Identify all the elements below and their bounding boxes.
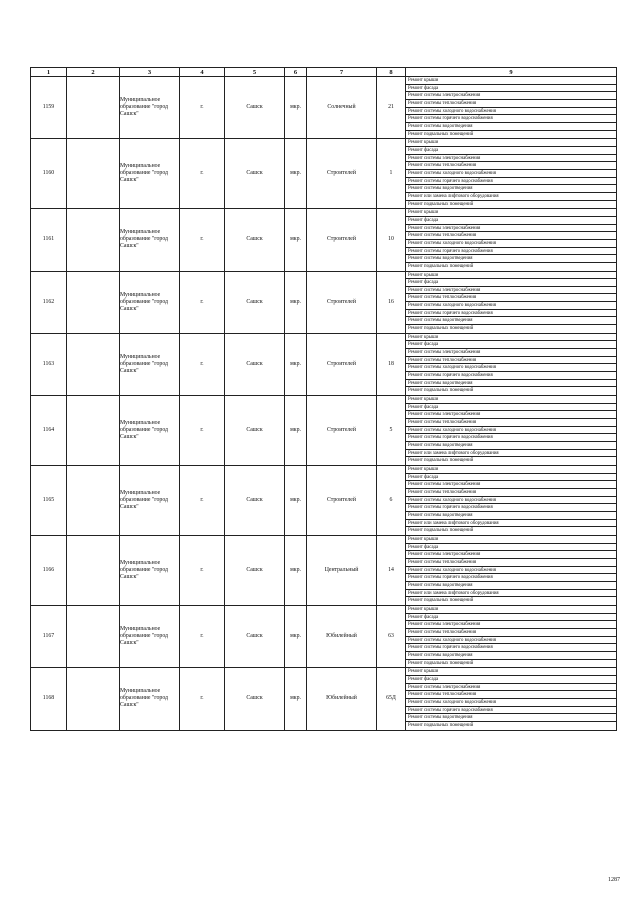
works-list: [406, 139, 617, 209]
street-name: Строителей: [307, 271, 377, 333]
municipality: Муниципальное образование "город Сашск": [120, 271, 180, 333]
work-item: Ремонт фасада: [406, 544, 616, 552]
work-item: Ремонт крыши: [406, 606, 616, 614]
locality-type: г.: [180, 77, 225, 139]
works-list: [406, 333, 617, 395]
work-item: Ремонт крыши: [406, 668, 616, 676]
column-header: 3: [120, 68, 180, 77]
work-item: Ремонт фасада: [406, 474, 616, 482]
work-item: Ремонт системы водоотведения: [406, 123, 616, 131]
column-header: 7: [307, 68, 377, 77]
work-item: Ремонт фасада: [406, 85, 616, 93]
work-item: Ремонт крыши: [406, 139, 616, 147]
house-number: 63: [377, 606, 406, 668]
work-item: Ремонт фасада: [406, 614, 616, 622]
street-type: мкр.: [285, 668, 307, 730]
row-number: 1165: [31, 466, 67, 536]
work-item: Ремонт крыши: [406, 466, 616, 474]
table-row: [31, 271, 617, 333]
work-item: Ремонт системы водоотведения: [406, 714, 616, 722]
table-row: [31, 139, 617, 209]
street-type: мкр.: [285, 77, 307, 139]
empty-cell: [67, 77, 120, 139]
work-item: Ремонт крыши: [406, 272, 616, 280]
work-item: Ремонт фасада: [406, 341, 616, 349]
work-item: Ремонт подвальных помещений: [408, 458, 474, 464]
work-item: Ремонт системы горячего водоснабжения: [406, 248, 616, 256]
work-item: Ремонт фасада: [406, 147, 616, 155]
works-list: [406, 536, 617, 606]
street-type: мкр.: [285, 333, 307, 395]
table-row: [31, 606, 617, 668]
table-row: [31, 536, 617, 606]
work-item: Ремонт системы водоотведения: [406, 185, 616, 193]
work-item: Ремонт системы электроснабжения: [406, 551, 616, 559]
street-name: Строителей: [307, 466, 377, 536]
work-item: Ремонт подвальных помещений: [408, 722, 474, 728]
work-item: Ремонт системы водоотведения: [406, 380, 616, 388]
work-item: Ремонт крыши: [406, 77, 616, 85]
work-item: Ремонт системы электроснабжения: [406, 155, 616, 163]
work-item: Ремонт системы теплоснабжения: [406, 419, 616, 427]
work-item: Ремонт системы горячего водоснабжения: [406, 574, 616, 582]
work-item: Ремонт системы холодного водоснабжения: [406, 699, 616, 707]
row-number: 1163: [31, 333, 67, 395]
column-header: 4: [180, 68, 225, 77]
work-item: Ремонт системы электроснабжения: [406, 287, 616, 295]
work-item: Ремонт системы электроснабжения: [406, 92, 616, 100]
locality-type: г.: [180, 333, 225, 395]
empty-cell: [67, 139, 120, 209]
row-number: 1168: [31, 668, 67, 730]
work-item: Ремонт крыши: [406, 396, 616, 404]
work-item: Ремонт или замена лифтового оборудования: [406, 590, 616, 598]
locality-type: г.: [180, 139, 225, 209]
city-name: Сашск: [225, 396, 285, 466]
work-item: Ремонт крыши: [406, 209, 616, 217]
city-name: Сашск: [225, 77, 285, 139]
work-item: Ремонт системы холодного водоснабжения: [406, 497, 616, 505]
street-type: мкр.: [285, 396, 307, 466]
work-item: Ремонт или замена лифтового оборудования: [406, 450, 616, 458]
work-item: Ремонт системы холодного водоснабжения: [406, 637, 616, 645]
work-item: Ремонт или замена лифтового оборудования: [406, 193, 616, 201]
street-type: мкр.: [285, 466, 307, 536]
empty-cell: [67, 466, 120, 536]
street-name: Центральный: [307, 536, 377, 606]
row-number: 1160: [31, 139, 67, 209]
street-type: мкр.: [285, 139, 307, 209]
house-number: 10: [377, 209, 406, 271]
work-item: Ремонт подвальных помещений: [408, 326, 474, 332]
street-name: Строителей: [307, 139, 377, 209]
street-type: мкр.: [285, 209, 307, 271]
street-name: Строителей: [307, 333, 377, 395]
work-item: Ремонт системы электроснабжения: [406, 481, 616, 489]
row-number: 1159: [31, 77, 67, 139]
works-list: [406, 77, 617, 139]
city-name: Сашск: [225, 536, 285, 606]
municipality: Муниципальное образование "город Сашск": [120, 606, 180, 668]
column-header: 1: [31, 68, 67, 77]
city-name: Сашск: [225, 271, 285, 333]
work-item: Ремонт системы электроснабжения: [406, 621, 616, 629]
work-item: Ремонт системы горячего водоснабжения: [406, 504, 616, 512]
work-item: Ремонт системы водоотведения: [406, 317, 616, 325]
work-item: Ремонт системы теплоснабжения: [406, 691, 616, 699]
empty-cell: [67, 209, 120, 271]
works-list: [406, 209, 617, 271]
work-item: Ремонт системы горячего водоснабжения: [406, 115, 616, 123]
column-header: 9: [406, 68, 617, 77]
work-item: Ремонт подвальных помещений: [408, 598, 474, 604]
street-type: мкр.: [285, 606, 307, 668]
work-item: Ремонт системы холодного водоснабжения: [406, 170, 616, 178]
locality-type: г.: [180, 466, 225, 536]
city-name: Сашск: [225, 209, 285, 271]
header-row: [31, 68, 617, 77]
work-item: Ремонт системы водоотведения: [406, 652, 616, 660]
table-row: [31, 209, 617, 271]
work-item: Ремонт системы холодного водоснабжения: [406, 108, 616, 116]
work-item: Ремонт системы горячего водоснабжения: [406, 434, 616, 442]
row-number: 1164: [31, 396, 67, 466]
works-list: [406, 668, 617, 730]
work-item: Ремонт системы холодного водоснабжения: [406, 427, 616, 435]
municipality: Муниципальное образование "город Сашск": [120, 139, 180, 209]
work-item: Ремонт системы горячего водоснабжения: [406, 707, 616, 715]
works-list: [406, 396, 617, 466]
city-name: Сашск: [225, 333, 285, 395]
work-item: Ремонт системы теплоснабжения: [406, 559, 616, 567]
work-item: Ремонт фасада: [406, 217, 616, 225]
work-item: Ремонт системы теплоснабжения: [406, 162, 616, 170]
work-item: Ремонт подвальных помещений: [408, 131, 474, 137]
row-number: 1166: [31, 536, 67, 606]
house-number: 5: [377, 396, 406, 466]
street-type: мкр.: [285, 536, 307, 606]
street-name: Солнечный: [307, 77, 377, 139]
empty-cell: [67, 396, 120, 466]
works-list: [406, 271, 617, 333]
work-item: Ремонт системы теплоснабжения: [406, 629, 616, 637]
work-item: Ремонт фасада: [406, 404, 616, 412]
work-item: Ремонт системы теплоснабжения: [406, 100, 616, 108]
work-item: Ремонт или замена лифтового оборудования: [406, 520, 616, 528]
municipality: Муниципальное образование "город Сашск": [120, 466, 180, 536]
work-item: Ремонт фасада: [406, 676, 616, 684]
column-header: 2: [67, 68, 120, 77]
page-number: 1287: [608, 877, 620, 883]
work-item: Ремонт крыши: [406, 536, 616, 544]
work-item: Ремонт системы холодного водоснабжения: [406, 302, 616, 310]
row-number: 1167: [31, 606, 67, 668]
locality-type: г.: [180, 209, 225, 271]
work-item: Ремонт системы электроснабжения: [406, 411, 616, 419]
work-item: Ремонт подвальных помещений: [408, 388, 474, 394]
street-name: Юбилейный: [307, 668, 377, 730]
work-item: Ремонт системы электроснабжения: [406, 225, 616, 233]
work-item: Ремонт крыши: [406, 334, 616, 342]
work-item: Ремонт системы холодного водоснабжения: [406, 567, 616, 575]
work-item: Ремонт системы водоотведения: [406, 442, 616, 450]
city-name: Сашск: [225, 668, 285, 730]
table-row: [31, 466, 617, 536]
work-item: Ремонт системы горячего водоснабжения: [406, 310, 616, 318]
work-item: Ремонт системы горячего водоснабжения: [406, 372, 616, 380]
table-row: [31, 333, 617, 395]
city-name: Сашск: [225, 466, 285, 536]
work-item: Ремонт системы водоотведения: [406, 255, 616, 263]
work-item: Ремонт системы горячего водоснабжения: [406, 178, 616, 186]
house-number: 16: [377, 271, 406, 333]
municipality: Муниципальное образование "город Сашск": [120, 209, 180, 271]
work-item: Ремонт системы горячего водоснабжения: [406, 644, 616, 652]
locality-type: г.: [180, 396, 225, 466]
street-name: Юбилейный: [307, 606, 377, 668]
work-item: Ремонт фасада: [406, 279, 616, 287]
empty-cell: [67, 606, 120, 668]
table-row: [31, 668, 617, 730]
house-number: 65Д: [377, 668, 406, 730]
locality-type: г.: [180, 668, 225, 730]
works-list: [406, 466, 617, 536]
city-name: Сашск: [225, 606, 285, 668]
empty-cell: [67, 271, 120, 333]
empty-cell: [67, 333, 120, 395]
work-item: Ремонт подвальных помещений: [408, 528, 474, 534]
house-number: 1: [377, 139, 406, 209]
works-list: [406, 606, 617, 668]
table-body: [31, 77, 617, 731]
work-item: Ремонт системы холодного водоснабжения: [406, 364, 616, 372]
work-item: Ремонт подвальных помещений: [408, 263, 474, 269]
municipality: Муниципальное образование "город Сашск": [120, 536, 180, 606]
work-item: Ремонт подвальных помещений: [408, 660, 474, 666]
house-number: 14: [377, 536, 406, 606]
work-item: Ремонт системы теплоснабжения: [406, 294, 616, 302]
city-name: Сашск: [225, 139, 285, 209]
house-number: 21: [377, 77, 406, 139]
house-number: 6: [377, 466, 406, 536]
column-header: 8: [377, 68, 406, 77]
municipality: Муниципальное образование "город Сашск": [120, 396, 180, 466]
street-type: мкр.: [285, 271, 307, 333]
locality-type: г.: [180, 536, 225, 606]
street-name: Строителей: [307, 209, 377, 271]
column-header: 5: [225, 68, 285, 77]
empty-cell: [67, 536, 120, 606]
house-number: 18: [377, 333, 406, 395]
locality-type: г.: [180, 271, 225, 333]
column-header: 6: [285, 68, 307, 77]
empty-cell: [67, 668, 120, 730]
work-item: Ремонт системы водоотведения: [406, 512, 616, 520]
work-item: Ремонт подвальных помещений: [408, 201, 474, 207]
work-item: Ремонт системы теплоснабжения: [406, 232, 616, 240]
work-item: Ремонт системы теплоснабжения: [406, 357, 616, 365]
table-row: [31, 77, 617, 139]
repair-program-table: [30, 67, 617, 731]
work-item: Ремонт системы холодного водоснабжения: [406, 240, 616, 248]
work-item: Ремонт системы водоотведения: [406, 582, 616, 590]
work-item: Ремонт системы электроснабжения: [406, 684, 616, 692]
work-item: Ремонт системы электроснабжения: [406, 349, 616, 357]
work-item: Ремонт системы теплоснабжения: [406, 489, 616, 497]
locality-type: г.: [180, 606, 225, 668]
street-name: Строителей: [307, 396, 377, 466]
municipality: Муниципальное образование "город Сашск": [120, 77, 180, 139]
municipality: Муниципальное образование "город Сашск": [120, 333, 180, 395]
row-number: 1162: [31, 271, 67, 333]
municipality: Муниципальное образование "город Сашск": [120, 668, 180, 730]
row-number: 1161: [31, 209, 67, 271]
table-row: [31, 396, 617, 466]
